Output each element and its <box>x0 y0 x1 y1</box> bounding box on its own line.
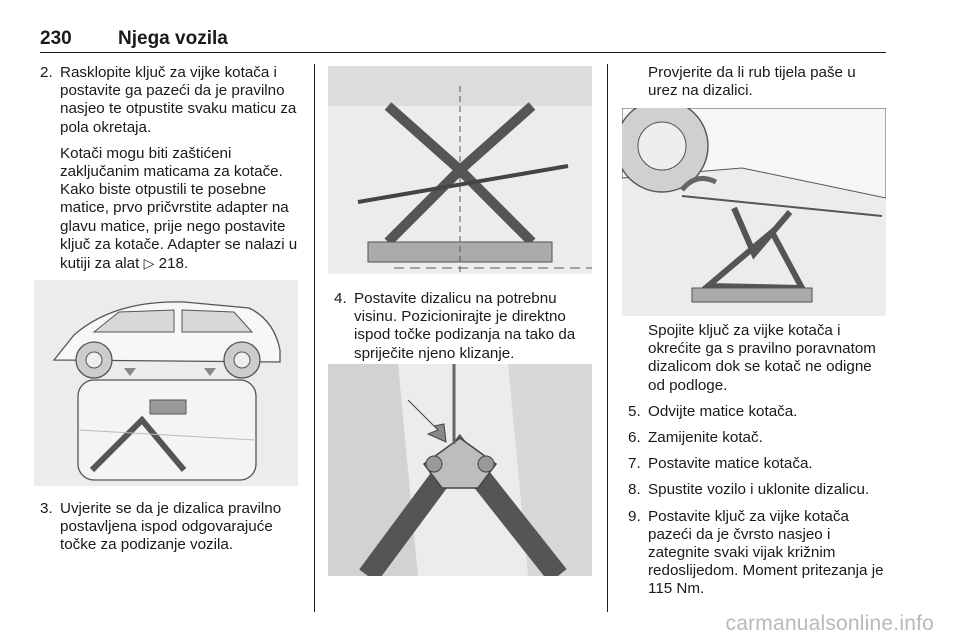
figure-jack-extended <box>328 66 592 274</box>
page-reference-icon: ▷ <box>143 255 155 272</box>
step-2 <box>40 64 302 137</box>
step-number: 4. <box>334 290 347 307</box>
step-text: Postavite matice kotača. <box>648 455 813 473</box>
chapter-title: Njega vozila <box>118 28 228 49</box>
step-number: 2. <box>40 64 53 81</box>
step-3 <box>40 500 302 555</box>
column-3 <box>628 322 890 607</box>
figure-car-lift-points <box>34 280 298 486</box>
figure-jack-head-detail <box>328 364 592 576</box>
column-divider-2 <box>607 64 608 612</box>
step-number: 8. <box>628 481 641 499</box>
step-4 <box>334 290 596 363</box>
step-text: Uvjerite se da je dizalica pravilno postavljena ispod odgovarajuće točke za podizanje vozila. <box>60 500 282 554</box>
step-number: 5. <box>628 402 641 420</box>
step-text: Rasklopite ključ za vijke kotača i postavite ga pazeći da je pravilno nasjeo te otpustite svaku maticu za pola okretaja. <box>60 64 297 136</box>
step-text: Postavite dizalicu na potrebnu visinu. Pozicionirajte je direktno ispod točke podizanja na tako da spriječite njeno klizanje. <box>354 290 576 362</box>
step-6 <box>628 429 890 447</box>
figure-jack-under-sill <box>622 108 886 316</box>
step-8 <box>628 481 890 499</box>
step-text: Postavite ključ za vijke kotača pazeći da je čvrsto nasjeo i zategnite svaki vijak križnim redoslijedom. Moment pritezanja je 115 Nm. <box>648 507 884 598</box>
column-2 <box>334 290 596 371</box>
column-divider-1 <box>314 64 315 612</box>
note-paragraph <box>40 145 302 273</box>
step-9 <box>628 508 890 599</box>
intro-paragraph: Provjerite da li rub tijela paše u urez na dizalici. <box>648 64 856 100</box>
column-3-intro <box>628 64 886 108</box>
watermark: carmanualsonline.info <box>725 612 934 635</box>
step-number: 7. <box>628 455 641 473</box>
page-header <box>40 28 886 53</box>
note-text: Kotači mogu biti zaštićeni zaključanim maticama za kotače. Kako biste otpustili te posebne matice, prvo pričvrstite adapter na glavu matice, prije nego postavite ključ za kotače. Adapter se nalazi u kutiji za alat <box>60 144 298 273</box>
step-5 <box>628 403 890 421</box>
page-number: 230 <box>40 28 72 49</box>
step-7 <box>628 455 890 473</box>
column-1-lower <box>40 500 302 563</box>
step-number: 9. <box>628 507 641 525</box>
step-text: Spustite vozilo i uklonite dizalicu. <box>648 481 870 499</box>
step-text: Zamijenite kotač. <box>648 429 763 447</box>
step-number: 6. <box>628 429 641 447</box>
lift-paragraph: Spojite ključ za vijke kotača i okrećite ga s pravilno poravnatom dizalicom dok se kotač ne odigne od podloge. <box>648 322 876 394</box>
page-reference[interactable]: 218. <box>158 255 189 273</box>
step-number: 3. <box>40 500 53 517</box>
step-text: Odvijte matice kotača. <box>648 402 798 420</box>
column-1 <box>40 64 302 281</box>
